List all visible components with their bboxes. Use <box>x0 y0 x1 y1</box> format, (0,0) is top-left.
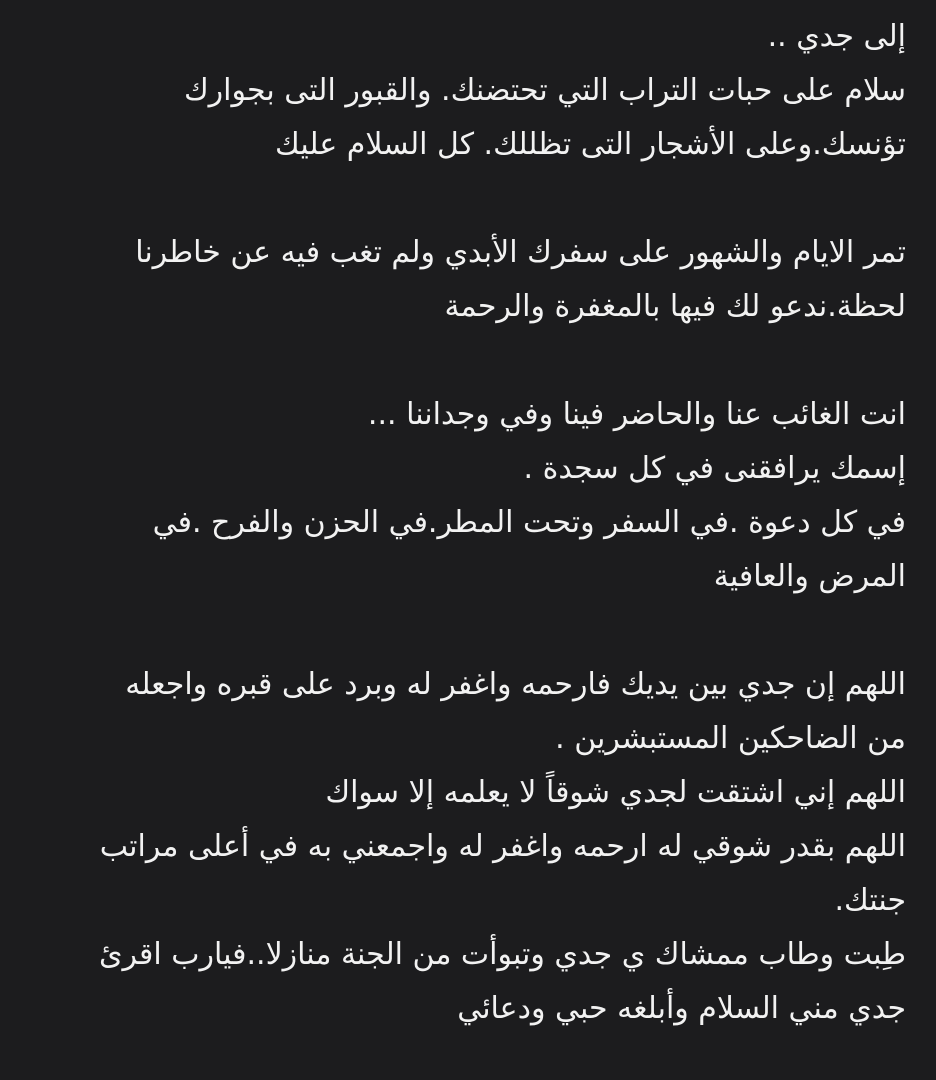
text-line-19: جدي مني السلام وأبلغه حبي ودعائي <box>457 991 906 1026</box>
paragraph-spacer <box>30 334 906 388</box>
text-line-9: إسمك يرافقنى في كل سجدة . <box>523 451 906 486</box>
text-line-10: في كل دعوة .في السفر وتحت المطر.في الحزن والفرح .في <box>152 505 906 540</box>
text-line-5: تمر الايام والشهور على سفرك الأبدي ولم تغب فيه عن خاطرنا <box>135 235 906 270</box>
paragraph-spacer <box>30 604 906 658</box>
text-line-14: من الضاحكين المستبشرين . <box>555 721 906 756</box>
paragraph-spacer <box>30 172 906 226</box>
text-line-3: تؤنسك.وعلى الأشجار التى تظللك. كل السلام عليك <box>275 127 906 162</box>
text-line-17: جنتك. <box>834 883 906 918</box>
text-line-18: طِبت وطاب ممشاك ي جدي وتبوأت من الجنة منازلا..فيارب اقرئ <box>98 937 906 972</box>
text-line-11: المرض والعافية <box>713 559 906 594</box>
text-line-16: اللهم بقدر شوقي له ارحمه واغفر له واجمعني به في أعلى مراتب <box>99 829 906 864</box>
text-line-15: اللهم إني اشتقت لجدي شوقاً لا يعلمه إلا سواك <box>325 775 906 810</box>
text-line-2: سلام على حبات التراب التي تحتضنك. والقبور التى بجوارك <box>183 73 906 108</box>
text-line-13: اللهم إن جدي بين يديك فارحمه واغفر له وبرد على قبره واجعله <box>125 667 906 702</box>
text-line-8: انت الغائب عنا والحاضر فينا وفي وجداننا ... <box>367 397 906 432</box>
text-line-6: لحظة.ندعو لك فيها بالمغفرة والرحمة <box>444 289 906 324</box>
text-line-1: إلى جدي .. <box>767 19 906 54</box>
